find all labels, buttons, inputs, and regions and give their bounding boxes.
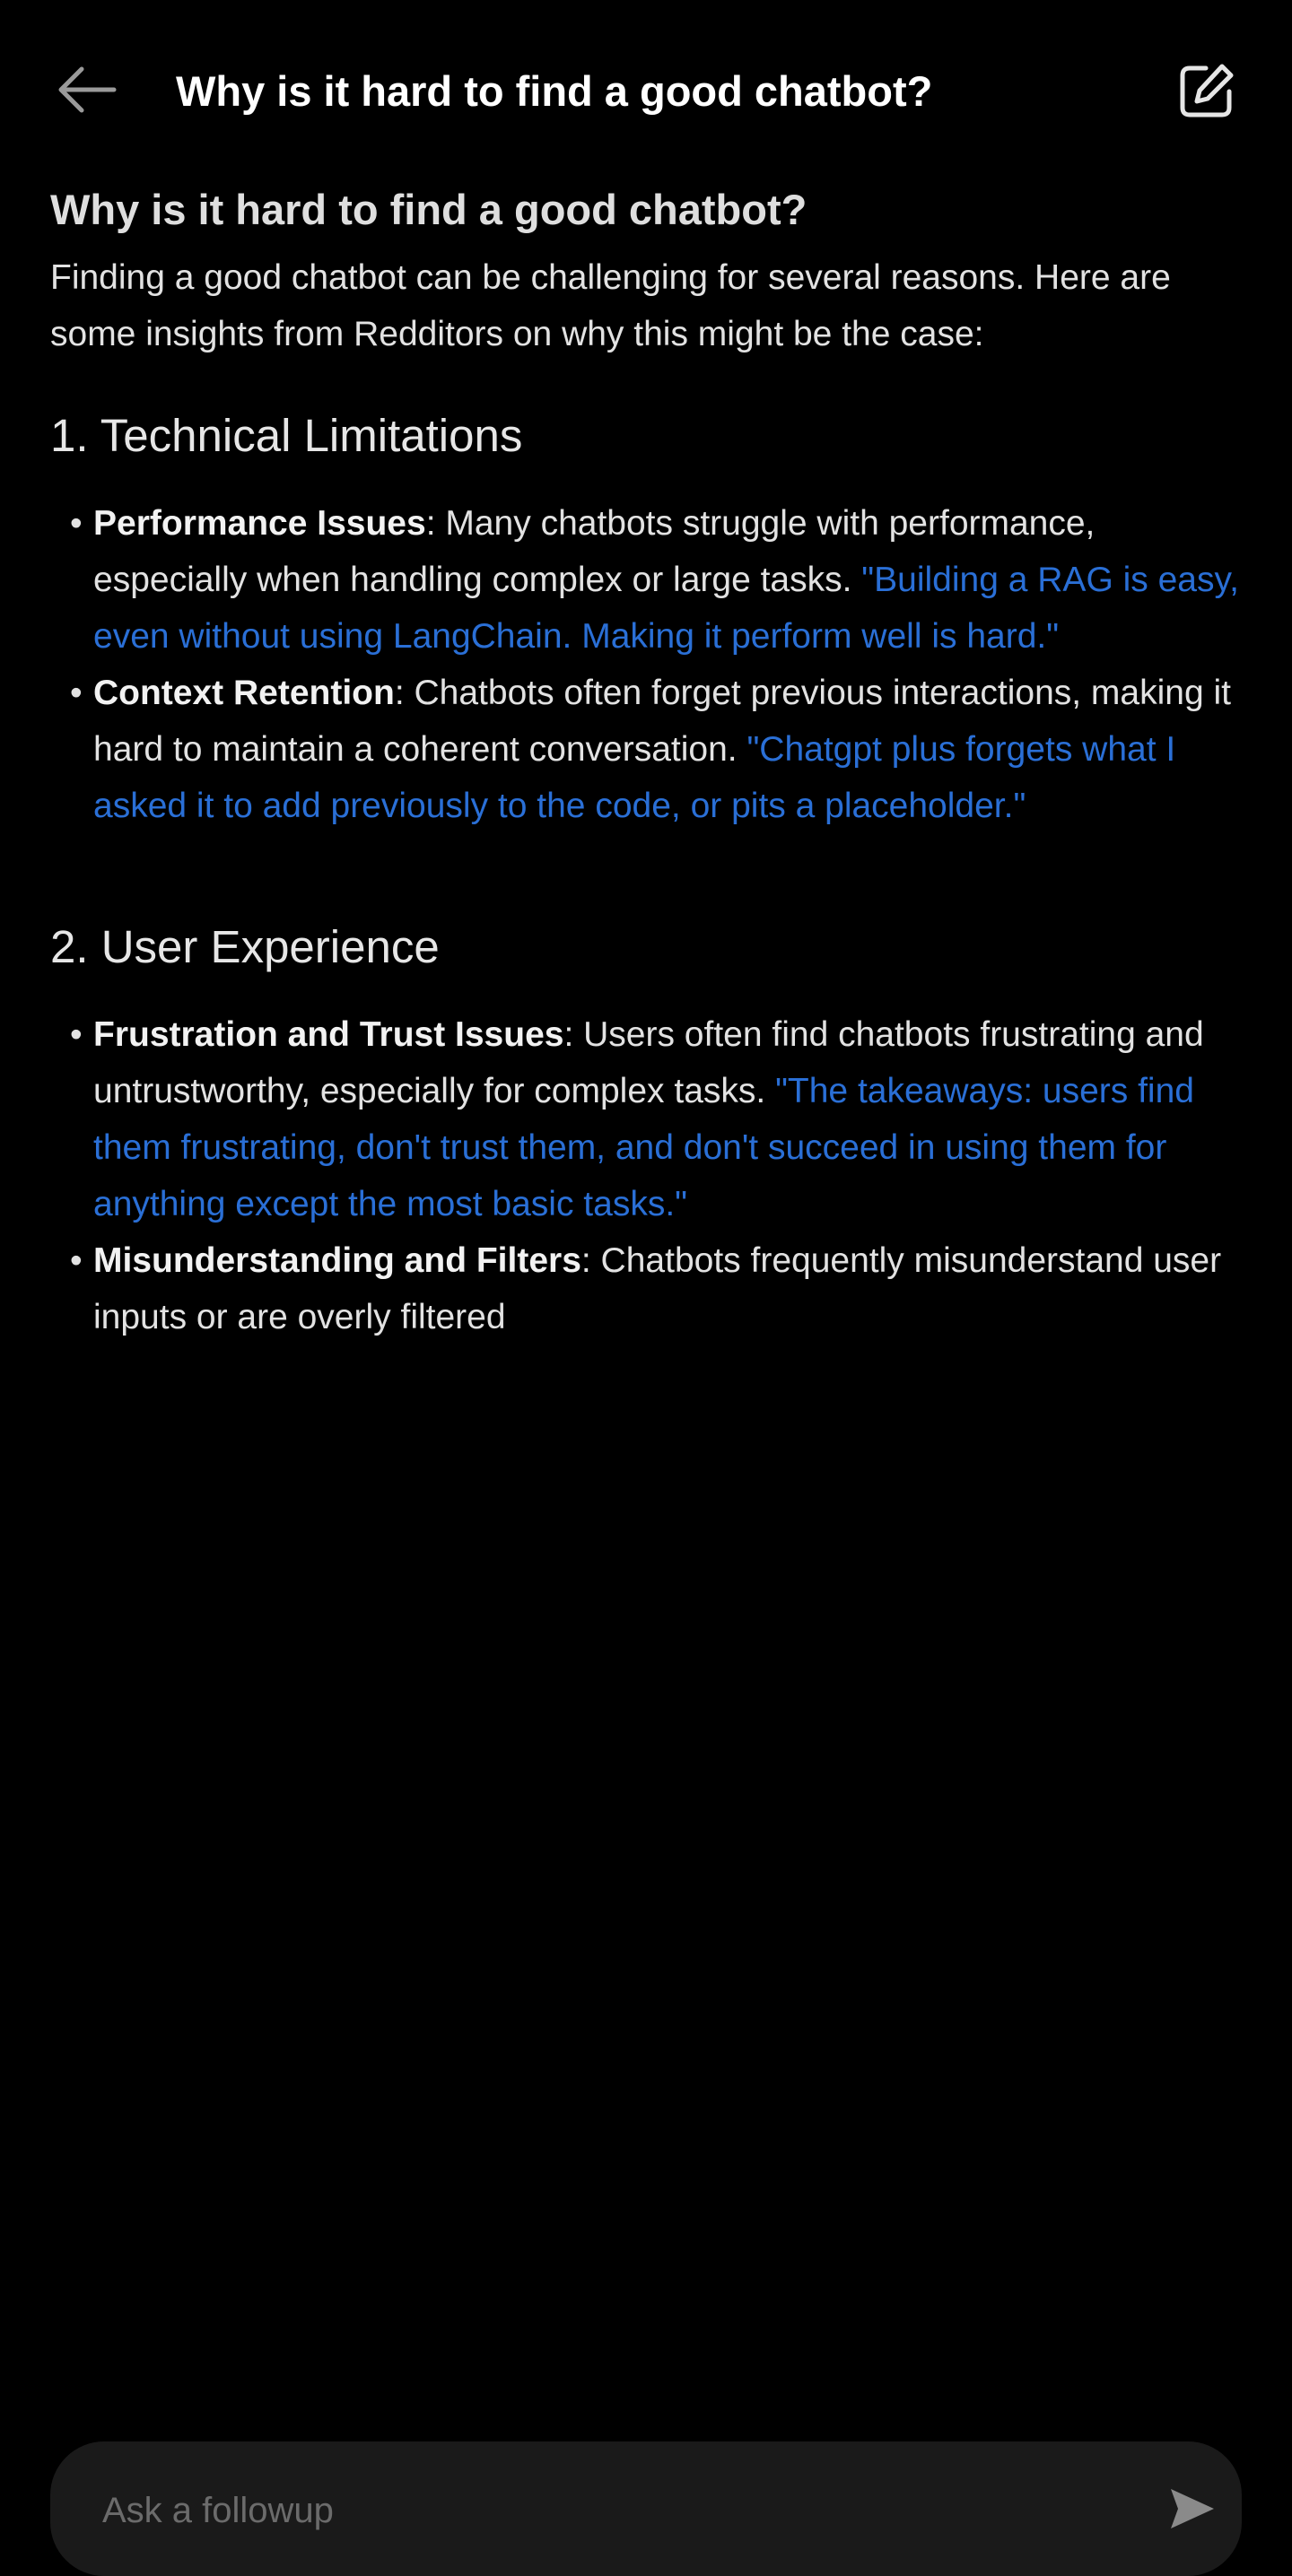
bullet-marker: • xyxy=(70,674,83,712)
bullet-title: Context Retention xyxy=(93,674,395,712)
question-heading: Why is it hard to find a good chatbot? xyxy=(50,186,808,233)
send-icon xyxy=(1165,2482,1219,2536)
bullet-marker: • xyxy=(70,504,83,543)
edit-button[interactable] xyxy=(1166,50,1247,131)
answer-content xyxy=(50,176,1244,1345)
arrow-left-icon xyxy=(55,63,118,117)
bullet-marker: • xyxy=(70,1241,83,1280)
quote-link[interactable]: "The takeaways: users find them frustrating, don't trust them, and don't succeed in using them for anything except the most basic tasks." xyxy=(93,1072,1194,1223)
back-button[interactable] xyxy=(47,47,126,133)
bullet-text: : Chatbots often forget previous interactions, making it hard to maintain a coherent conversation. xyxy=(93,674,1231,769)
bullet-title: Performance Issues xyxy=(93,504,426,543)
followup-bar xyxy=(50,2441,1242,2576)
bullet-list-technical-limitations xyxy=(50,495,1244,834)
top-app-bar xyxy=(0,0,1292,179)
bullet-text: : Chatbots frequently misunderstand user inputs or are overly filtered xyxy=(93,1241,1222,1336)
bullet-item-misunderstanding-filters xyxy=(50,1232,1244,1345)
bullet-title: Frustration and Trust Issues xyxy=(93,1015,564,1054)
bullet-item-performance-issues xyxy=(50,495,1244,665)
bullet-text: : Users often find chatbots frustrating and untrustworthy, especially for complex tasks. xyxy=(93,1015,1204,1110)
section-heading-user-experience: 2. User Experience xyxy=(50,921,440,972)
quote-link[interactable]: "Building a RAG is easy, even without using LangChain. Making it perform well is hard." xyxy=(93,561,1239,656)
bullet-title: Misunderstanding and Filters xyxy=(93,1241,581,1280)
page-title: Why is it hard to find a good chatbot? xyxy=(176,67,933,115)
edit-compose-icon xyxy=(1177,61,1236,120)
quote-link[interactable]: "Chatgpt plus forgets what I asked it to add previously to the code, or pits a placeholder." xyxy=(93,730,1176,825)
bullet-item-context-retention xyxy=(50,665,1244,834)
section-spacer xyxy=(50,834,1244,874)
section-heading-technical-limitations: 1. Technical Limitations xyxy=(50,410,523,461)
bullet-text: : Many chatbots struggle with performance, especially when handling complex or large tasks. xyxy=(93,504,1096,599)
bullet-list-user-experience xyxy=(50,1006,1244,1345)
bullet-item-frustration-trust xyxy=(50,1006,1244,1232)
answer-intro: Finding a good chatbot can be challenging for several reasons. Here are some insights from Redditors on why this might be the case: xyxy=(50,258,1171,353)
bullet-marker: • xyxy=(70,1015,83,1054)
send-button[interactable] xyxy=(1161,2477,1224,2540)
